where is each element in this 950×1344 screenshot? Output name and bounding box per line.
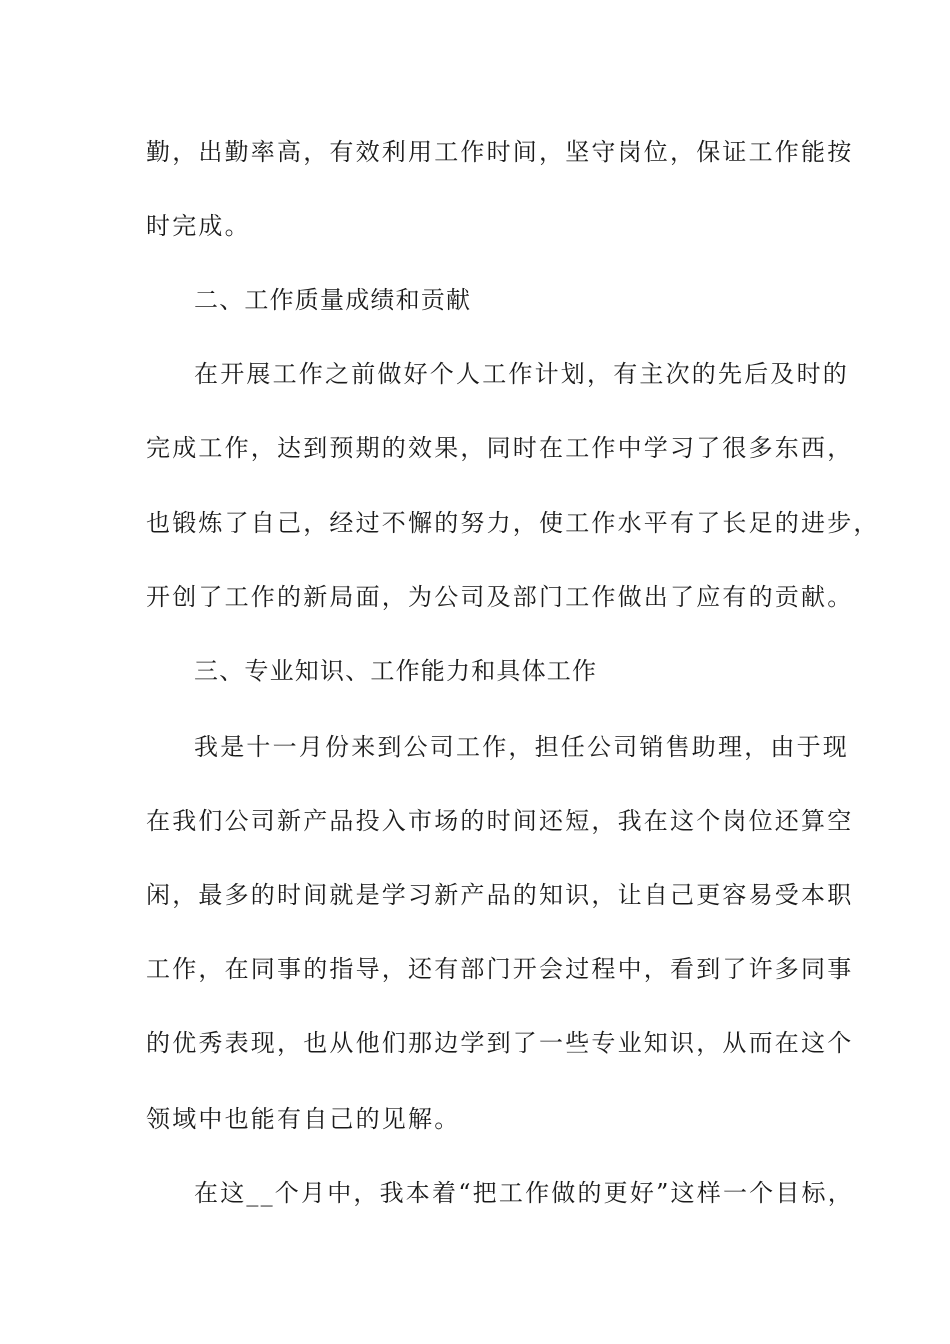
- body-text-line: 在我们公司新产品投入市场的时间还短，我在这个岗位还算空: [146, 807, 854, 835]
- body-text-line: 完成工作，达到预期的效果，同时在工作中学习了很多东西，: [146, 434, 854, 462]
- body-text-line: 工作，在同事的指导，还有部门开会过程中，看到了许多同事: [146, 955, 854, 983]
- body-text-line: 闲，最多的时间就是学习新产品的知识，让自己更容易受本职: [146, 881, 854, 909]
- body-text-line: 的优秀表现，也从他们那边学到了一些专业知识，从而在这个: [146, 1029, 854, 1057]
- section-heading: 二、工作质量成绩和贡献: [194, 286, 472, 314]
- section-heading: 三、专业知识、工作能力和具体工作: [194, 657, 598, 685]
- body-text-line: 也锻炼了自己，经过不懈的努力，使工作水平有了长足的进步，: [146, 509, 880, 537]
- body-text-line: 勤，出勤率高，有效利用工作时间，坚守岗位，保证工作能按: [146, 138, 854, 166]
- body-text-line: 时完成。: [146, 212, 251, 240]
- body-text-line: 在开展工作之前做好个人工作计划，有主次的先后及时的: [194, 360, 849, 388]
- body-text-line: 在这__个月中，我本着“把工作做的更好”这样一个目标，: [194, 1179, 854, 1207]
- body-text-line: 开创了工作的新局面，为公司及部门工作做出了应有的贡献。: [146, 583, 854, 611]
- body-text-line: 我是十一月份来到公司工作，担任公司销售助理，由于现: [194, 733, 849, 761]
- body-text-line: 领域中也能有自己的见解。: [146, 1105, 461, 1133]
